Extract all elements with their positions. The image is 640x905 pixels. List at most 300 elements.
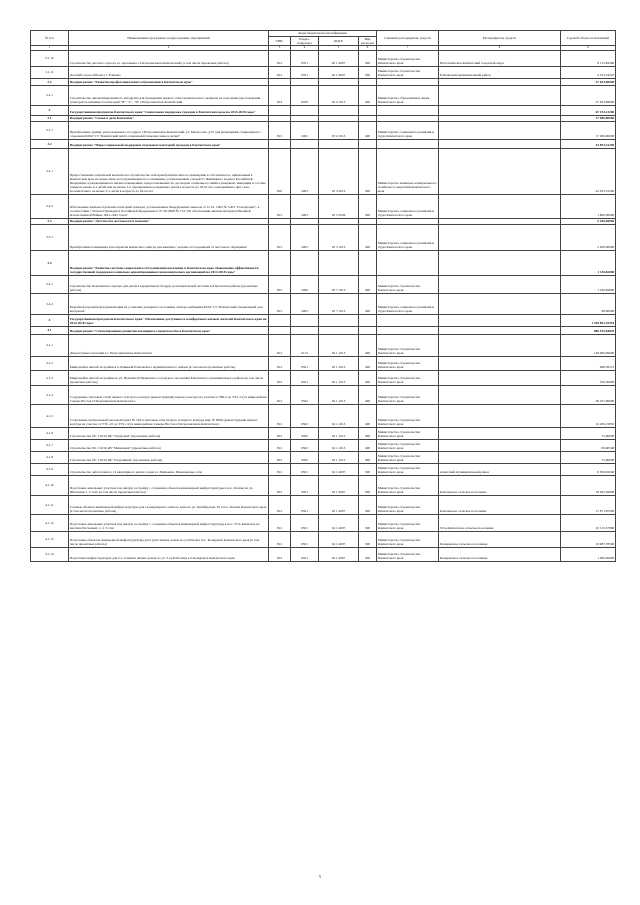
row-vr: 400	[359, 224, 377, 250]
row-recipient: Козыревское сельское поселение	[439, 547, 561, 561]
row-volume: 67 152,13200	[561, 105, 616, 115]
row-grbs: 812	[269, 514, 291, 531]
row-ksr	[319, 326, 359, 334]
row-volume: 5 200,00000	[561, 218, 616, 224]
col-grbs-header: ГРБС	[269, 36, 291, 46]
section-row	[31, 78, 616, 85]
row-name: Подпрограмма "Стимулирование развития жилищного строительства в Камчатском крае"	[69, 326, 269, 334]
row-grbs: 812	[269, 404, 291, 427]
row-vr: 400	[359, 85, 377, 105]
row-grbs: 812	[269, 427, 291, 439]
row-name: Подготовка земельных участков под жилую застройку с созданием объектов инженерной инфраструктуры в пос. Ключи по ул. Школьная 1, 2 этап. (в том числе проектные работы)	[69, 475, 269, 495]
row-grbs: 812	[269, 356, 291, 370]
table-row	[31, 463, 616, 475]
row-vr: 300	[359, 194, 377, 218]
row-recipient	[439, 326, 561, 334]
row-recipient	[439, 370, 561, 385]
row-ksr	[319, 314, 359, 326]
table-row	[31, 334, 616, 356]
row-grbs: 815	[269, 293, 291, 314]
row-grbs: 815	[269, 275, 291, 293]
row-number: 2.2.1	[31, 85, 69, 105]
row-razdel: 0501	[291, 531, 319, 547]
row-grbs	[269, 78, 291, 85]
table-row	[31, 85, 616, 105]
row-grbs: 812	[269, 50, 291, 66]
table-row	[31, 275, 616, 293]
row-recipient: Козыревское сельское поселение	[439, 531, 561, 547]
row-number: 3.4.1	[31, 275, 69, 293]
row-ksr: 04 1 4007	[319, 475, 359, 495]
row-number: 4.1.3	[31, 370, 69, 385]
row-volume: 98,00000	[561, 293, 616, 314]
row-main-manager: Министерство строительства Камчатского края	[377, 427, 439, 439]
row-volume: 6 309,65040	[561, 463, 616, 475]
row-grbs	[269, 139, 291, 148]
row-number: 3.4	[31, 250, 69, 275]
row-volume: 27 653,98000	[561, 78, 616, 85]
row-name: Строительство Ковалевского центра для детей в кардиальном оборудо-дополнительной системы в Елизовском районе (проектные работы)	[69, 275, 269, 293]
row-recipient	[439, 105, 561, 115]
row-recipient	[439, 224, 561, 250]
column-number: 2	[69, 46, 269, 50]
row-main-manager: Министерство строительства Камчатского края	[377, 275, 439, 293]
row-name: Государственная программа Камчатского края "Обеспечение доступным и комфортным жильем жителей Камчатского края на 2014-2018 годы"	[69, 314, 269, 326]
row-name: Приобретение здания, расположенного по адресу г.Петропавловск-Камчатский, ул. Матросова, д.37 для размещения стационарного отделения КГАУ СЗ "Камчатский центр социальной помощи семье и детям"	[69, 121, 269, 139]
row-main-manager: Министерство строительства Камчатского края	[377, 404, 439, 427]
row-grbs: 815	[269, 194, 291, 218]
row-main-manager	[377, 250, 439, 275]
row-vr: 400	[359, 121, 377, 139]
row-vr: 400	[359, 275, 377, 293]
column-number: 9	[561, 46, 616, 50]
row-volume: 75,00000	[561, 427, 616, 439]
row-number: 3.2.2	[31, 194, 69, 218]
row-razdel: 1006	[291, 275, 319, 293]
row-grbs: 812	[269, 475, 291, 495]
row-main-manager: Министерство социального развития и труда Камчатского края	[377, 194, 439, 218]
row-razdel: 0502	[291, 439, 319, 451]
row-ksr: 04 1 1013	[319, 404, 359, 427]
row-main-manager: Министерство социального развития и труда Камчатского края	[377, 293, 439, 314]
row-razdel: 1003	[291, 194, 319, 218]
row-volume: 69,60548	[561, 439, 616, 451]
row-recipient	[439, 194, 561, 218]
table-row	[31, 547, 616, 561]
row-main-manager: Министерство строительства Камчатского края	[377, 547, 439, 561]
row-recipient: Ключевское сельское поселение	[439, 475, 561, 495]
table-row	[31, 50, 616, 66]
row-vr: 400	[359, 293, 377, 314]
row-ksr: 02 1 4007	[319, 66, 359, 78]
column-number: 8	[439, 46, 561, 50]
col-recipient-header: Распорядитель средств	[439, 31, 561, 46]
row-razdel: 0709	[291, 85, 319, 105]
row-ksr	[319, 139, 359, 148]
row-vr: 500	[359, 495, 377, 514]
row-number: 3.3.1	[31, 224, 69, 250]
row-recipient: Петропавловск-Камчатский городской округ	[439, 50, 561, 66]
row-main-manager: Министерство социального развития и труда Камчатского края	[377, 121, 439, 139]
col-main-manager-header: Главный распорядитель средств	[377, 31, 439, 46]
row-name: Обеспечение жильем отдельных категорий граждан, установленных Федеральным законом от 12 01. 1995 № 5-ФЗ "О ветеранах", в соответствии с Указом Президента Российской Федерации от 07.05.2008 № 714 "Об обеспечении жильем ветеранов Великой Отечественной Войны 1941-1945 годов"	[69, 194, 269, 218]
row-volume: 1 359 891,35516	[561, 314, 616, 326]
column-number: 7	[377, 46, 439, 50]
row-volume: 968,59513	[561, 356, 616, 370]
row-name: Строительство ПС 110/10 кВ "Мишенная" (проектные работы)	[69, 439, 269, 451]
row-main-manager	[377, 105, 439, 115]
row-name: Строительство ПС 110/10 кВ "Спортивная" (проектные работы)	[69, 451, 269, 463]
row-ksr: 04 1 4007	[319, 463, 359, 475]
table-row	[31, 427, 616, 439]
row-vr	[359, 250, 377, 275]
row-name: Детский сад на 260 мест г. Елизово	[69, 66, 269, 78]
row-recipient	[439, 356, 561, 370]
row-number: 4	[31, 314, 69, 326]
row-razdel: 0502	[291, 404, 319, 427]
row-main-manager: Министерство строительства Камчатского края	[377, 356, 439, 370]
row-grbs	[269, 250, 291, 275]
row-grbs: 815	[269, 121, 291, 139]
column-number: 5	[319, 46, 359, 50]
column-number: 1	[31, 46, 69, 50]
row-recipient	[439, 139, 561, 148]
row-volume: 886 525,84843	[561, 326, 616, 334]
row-recipient	[439, 78, 561, 85]
row-volume: 1 000,00000	[561, 547, 616, 561]
row-number: 2.2	[31, 78, 69, 85]
row-vr: 400	[359, 404, 377, 427]
table-row	[31, 293, 616, 314]
row-razdel: 0701	[291, 66, 319, 78]
row-vr: 400	[359, 385, 377, 404]
row-ksr: 03 7 1013	[319, 275, 359, 293]
col-volume-header: Годовой объем ассигнований	[561, 31, 616, 46]
row-number: 4.1.1	[31, 334, 69, 356]
row-volume: 5 200,00000	[561, 224, 616, 250]
row-razdel	[291, 326, 319, 334]
table-row	[31, 495, 616, 514]
row-recipient	[439, 250, 561, 275]
row-main-manager	[377, 326, 439, 334]
row-volume: 45 115,37800	[561, 514, 616, 531]
table-row	[31, 121, 616, 139]
row-number: 4.1.8	[31, 451, 69, 463]
row-recipient	[439, 121, 561, 139]
row-volume: 17 871,87000	[561, 495, 616, 514]
row-grbs	[269, 105, 291, 115]
row-recipient: Ключевское сельское поселение	[439, 495, 561, 514]
row-volume: 1 020,82000	[561, 275, 616, 293]
row-main-manager: Министерство строительства Камчатского края	[377, 385, 439, 404]
row-number: 3.3	[31, 218, 69, 224]
row-ksr: 03 3 2012	[319, 148, 359, 194]
row-name: Разработка проектной документации на установку резервного источника электроснабжения КГАУ СЗ "Камчатский специальный дом ветеранов"	[69, 293, 269, 314]
budget-codes-header: Коды бюджетной классификации	[269, 31, 377, 37]
col-ksr-header: КЦСР	[319, 36, 359, 46]
row-grbs: 812	[269, 451, 291, 463]
table-row	[31, 404, 616, 427]
row-grbs: 815	[269, 224, 291, 250]
col-vr-header: Вид расходов	[359, 36, 377, 46]
header-row-top	[31, 31, 616, 37]
row-name: Подготовка инфраструктуры для 2-х этажных жилых домов по ул. 3-ер Рабочему в п.Козыревск Камчатского края	[69, 547, 269, 561]
row-volume: 43 853,31200	[561, 139, 616, 148]
table-row	[31, 194, 616, 218]
row-volume: 148 000,00000	[561, 334, 616, 356]
row-number: 4.1.11	[31, 495, 69, 514]
table-row	[31, 439, 616, 451]
row-number: 4.1.12	[31, 514, 69, 531]
table-row	[31, 451, 616, 463]
row-volume: 42 053,31200	[561, 148, 616, 194]
table-row	[31, 475, 616, 495]
row-main-manager: Министерство строительства Камчатского края	[377, 514, 439, 531]
row-recipient	[439, 148, 561, 194]
row-vr	[359, 139, 377, 148]
row-main-manager: Министерство строительства Камчатского края	[377, 463, 439, 475]
row-vr: 500	[359, 463, 377, 475]
row-number: 4.1.9	[31, 463, 69, 475]
row-name: Подпрограмма "Меры социальной поддержки отдельных категорий граждан в Камчатском крае"	[69, 139, 269, 148]
column-number: 4	[291, 46, 319, 50]
table-row	[31, 531, 616, 547]
row-main-manager: Министерство строительства Камчатского края	[377, 439, 439, 451]
row-ksr: 03 7 1013	[319, 293, 359, 314]
row-volume: 17 000,00000	[561, 115, 616, 121]
row-grbs	[269, 326, 291, 334]
row-volume: 4 523,34347	[561, 66, 616, 78]
row-razdel: 0501	[291, 514, 319, 531]
row-volume: 18 292,59906	[561, 475, 616, 495]
row-razdel: 0501	[291, 475, 319, 495]
row-recipient: Усть-Камчатское сельское поселение	[439, 514, 561, 531]
row-number: 3.2	[31, 139, 69, 148]
row-razdel: 1002	[291, 121, 319, 139]
row-grbs: 812	[269, 385, 291, 404]
row-volume: 556,50000	[561, 370, 616, 385]
row-razdel	[291, 105, 319, 115]
row-name: Подпрограмма "Семья и дети Камчатки"	[69, 115, 269, 121]
row-volume: 19 987,78500	[561, 531, 616, 547]
row-name: Подпрограмма "Развитие системы социального обслуживания населения в Камчатском крае. Повышение эффективности государственной поддержки социально ориентированных некоммерческих организаций на 2014-2018 годы"	[69, 250, 269, 275]
row-main-manager: Министерство строительства Камчатского края	[377, 334, 439, 356]
row-number: 4.1	[31, 326, 69, 334]
page-number: 5	[319, 874, 321, 879]
row-main-manager	[377, 139, 439, 148]
budget-allocation-table	[30, 30, 616, 562]
table-body	[31, 50, 616, 561]
row-ksr: 03 2 1013	[319, 121, 359, 139]
col-razdel-header: Раздел, подраздел	[291, 36, 319, 46]
row-vr: 400	[359, 370, 377, 385]
row-ksr: 02 1 4007	[319, 50, 359, 66]
row-vr	[359, 314, 377, 326]
row-recipient	[439, 293, 561, 314]
row-volume: 1 800,00000	[561, 194, 616, 218]
row-ksr	[319, 78, 359, 85]
col-num-header: № п/п	[31, 31, 69, 46]
row-grbs: 810	[269, 148, 291, 194]
row-main-manager: Министерство образования и науки Камчатского края	[377, 85, 439, 105]
row-razdel: 0501	[291, 463, 319, 475]
row-number: 4.1.5	[31, 404, 69, 427]
budget-table-sheet	[30, 30, 615, 562]
row-razdel: 0113	[291, 334, 319, 356]
row-ksr: 04 1 1013	[319, 334, 359, 356]
row-name: Сооружение тепловых сетей первого и второго контура (реконструкция) первого контура на участке от НК-2 до УТС-12) в микрорайоне Северо-Восток г.Петропавловск-Камчатского	[69, 385, 269, 404]
table-row	[31, 514, 616, 531]
row-grbs: 812	[269, 495, 291, 514]
row-grbs: 813	[269, 85, 291, 105]
row-razdel	[291, 314, 319, 326]
row-grbs: 812	[269, 66, 291, 78]
row-vr: 400	[359, 334, 377, 356]
row-ksr: 04 1 1013	[319, 385, 359, 404]
row-number: 4.1.14	[31, 547, 69, 561]
section-row	[31, 314, 616, 326]
row-recipient	[439, 85, 561, 105]
row-vr: 500	[359, 66, 377, 78]
row-ksr: 04 1 1013	[319, 439, 359, 451]
row-number: 2.1.10	[31, 50, 69, 66]
row-vr: 500	[359, 547, 377, 561]
column-number: 3	[269, 46, 291, 50]
row-number: 4.1.6	[31, 427, 69, 439]
row-name: Сооружение центральный тепловой пункт № 318 и тепловые сети второго и первого контура инв. № 8299 (реконструкция первого контура на участке от УТС-22 до УТС-12) в микрорайоне Северо-Восток г.Петропавловск-Камчатского	[69, 404, 269, 427]
row-ksr: 02 2 1013	[319, 85, 359, 105]
row-razdel: 0502	[291, 451, 319, 463]
row-number: 4.1.2	[31, 356, 69, 370]
row-razdel: 1002	[291, 293, 319, 314]
row-main-manager: Министерство строительства Камчатского края	[377, 451, 439, 463]
row-name: Микрорайон жилой застройки по ул. Вулканной Вулканного городского поселения Елизовского муниципального района (в том числе проектные работы)	[69, 370, 269, 385]
row-ksr: 04 1 1013	[319, 451, 359, 463]
row-vr	[359, 326, 377, 334]
row-ksr: 04 1 4007	[319, 495, 359, 514]
row-main-manager: Министерство строительства Камчатского края	[377, 370, 439, 385]
row-vr: 500	[359, 50, 377, 66]
row-razdel: 0701	[291, 50, 319, 66]
row-volume: 17 000,00000	[561, 121, 616, 139]
row-recipient	[439, 404, 561, 427]
row-name: Сетевые объекты инженерной инфраструктуры для 12-квартирного жилого дома по ул. Октябрьская, 30 в пос. Ключи Камчатского края (в том числе проектные работы)	[69, 495, 269, 514]
section-row	[31, 139, 616, 148]
row-number: 4.1.13	[31, 531, 69, 547]
row-ksr: 04 1 4007	[319, 547, 359, 561]
table-row	[31, 224, 616, 250]
row-main-manager: Министерство социального развития и труда Камчатского края	[377, 224, 439, 250]
row-ksr	[319, 250, 359, 275]
row-grbs: 812	[269, 370, 291, 385]
row-main-manager: Министерство строительства Камчатского края	[377, 475, 439, 495]
row-vr	[359, 105, 377, 115]
row-razdel: 0501	[291, 495, 319, 514]
row-main-manager: Министерство строительства Камчатского края	[377, 531, 439, 547]
section-row	[31, 326, 616, 334]
row-grbs: 812	[269, 439, 291, 451]
row-number: 3.4.2	[31, 293, 69, 314]
row-name: Предоставление социальной выплаты на строительство или приобретение жилого помещения в собственность, признанным в Камчатском крае на менее пяти лет и признанным по основаниям, установленным статьей 51 Жилищного кодекса Российской Федерации, нуждающимися в жилых помещениях, предоставляемых по договорам социального найма гражданам, имеющим в составе семьи не менее 4-х детей или не менее 3-х одновременно рожденных детей в возрасте до 18-ти лет, одновременно при этом, восьмилетнего не менее 3-х детей в возрасте до 18-ти лет	[69, 148, 269, 194]
row-main-manager: Министерство строительства Камчатского края	[377, 66, 439, 78]
row-ksr: 03 5 1013	[319, 224, 359, 250]
row-number: 4.1.10	[31, 475, 69, 495]
row-ksr: 03 3 5036	[319, 194, 359, 218]
section-row	[31, 105, 616, 115]
row-recipient: Азиатский муниципальный район	[439, 463, 561, 475]
column-number: 6	[359, 46, 377, 50]
row-ksr	[319, 105, 359, 115]
row-main-manager: Министерство жилищно-коммунального хозяйства и энергетики Камчатского края	[377, 148, 439, 194]
row-name: Подпрограмма "Развитие профессионального образования в Камчатском крае"	[69, 78, 269, 85]
row-main-manager	[377, 314, 439, 326]
row-recipient	[439, 427, 561, 439]
row-vr: 400	[359, 451, 377, 463]
row-grbs: 812	[269, 334, 291, 356]
row-vr: 400	[359, 439, 377, 451]
row-razdel: 0502	[291, 385, 319, 404]
row-razdel: 0501	[291, 370, 319, 385]
row-volume: 16 209,15853	[561, 404, 616, 427]
row-ksr: 04 1 1013	[319, 427, 359, 439]
row-main-manager: Министерство строительства Камчатского края	[377, 495, 439, 514]
row-ksr: 04 1 4007	[319, 531, 359, 547]
row-name: Микрорайон жилой застройки в п.Длинный Елизовского муниципального района (в том числе проектные работы)	[69, 356, 269, 370]
row-volume: 1 118,82000	[561, 250, 616, 275]
row-ksr: 04 1 4007	[319, 514, 359, 531]
row-razdel: 0502	[291, 427, 319, 439]
table-row	[31, 356, 616, 370]
row-name: Подготовка объектов инженерной инфраструктуры для групп жилых домов по ул.Новой в пос. Козыревск Камчатского края (в том числе проектные работы)	[69, 531, 269, 547]
row-volume: 27 653,98000	[561, 85, 616, 105]
row-recipient	[439, 275, 561, 293]
row-ksr: 04 1 1013	[319, 370, 359, 385]
row-recipient: Елизовский муниципальный район	[439, 66, 561, 78]
row-recipient	[439, 451, 561, 463]
row-vr	[359, 78, 377, 85]
row-number: 2.1.11	[31, 66, 69, 78]
row-vr: 400	[359, 427, 377, 439]
row-name: Строительство автоматизированного автодрома для проведения первого этапа практического экзамена на получение удостоверения тракториста-машиниста категорий "В", "С", "D" г.Петропавловск-Камчатский	[69, 85, 269, 105]
row-vr: 500	[359, 514, 377, 531]
row-name: Государственная программа Камчатского края "Социальная поддержка граждан в Камчатском крае на 2014-2018 годы"	[69, 105, 269, 115]
row-razdel: 1003	[291, 148, 319, 194]
row-razdel: 0501	[291, 547, 319, 561]
row-number: 4.1.7	[31, 439, 69, 451]
row-razdel	[291, 78, 319, 85]
row-grbs: 812	[269, 531, 291, 547]
row-name: Строительство детского сада на ул. Арсеньева, г.Петропавловск-Камчатский ( в том числе проектные работы)	[69, 50, 269, 66]
row-recipient	[439, 314, 561, 326]
row-volume: 75,00000	[561, 451, 616, 463]
row-recipient	[439, 334, 561, 356]
row-recipient	[439, 439, 561, 451]
row-razdel: 0501	[291, 356, 319, 370]
row-name: Строительство двухэтажного 12 квартирного жилого дома в с.Мильково. Инженерные сети	[69, 463, 269, 475]
row-grbs: 812	[269, 463, 291, 475]
col-name-header: Наименование программы, подпрограммы, мероприятий	[69, 31, 269, 46]
row-grbs	[269, 314, 291, 326]
table-row	[31, 66, 616, 78]
row-name: Строительство ПС 110/10 кВ "Тундровая" (проектные работы)	[69, 427, 269, 439]
row-vr: 500	[359, 531, 377, 547]
table-row	[31, 148, 616, 194]
row-name: Подготовка земельных участков под жилую застройку с созданием объектов инженерной инфраструктуры в пос. Усть-Камчатск на массиве Песчаный, 1, 2, 3 этап	[69, 514, 269, 531]
row-razdel	[291, 250, 319, 275]
row-main-manager: Министерство строительства Камчатского края	[377, 50, 439, 66]
row-number: 3	[31, 105, 69, 115]
row-vr: 400	[359, 356, 377, 370]
